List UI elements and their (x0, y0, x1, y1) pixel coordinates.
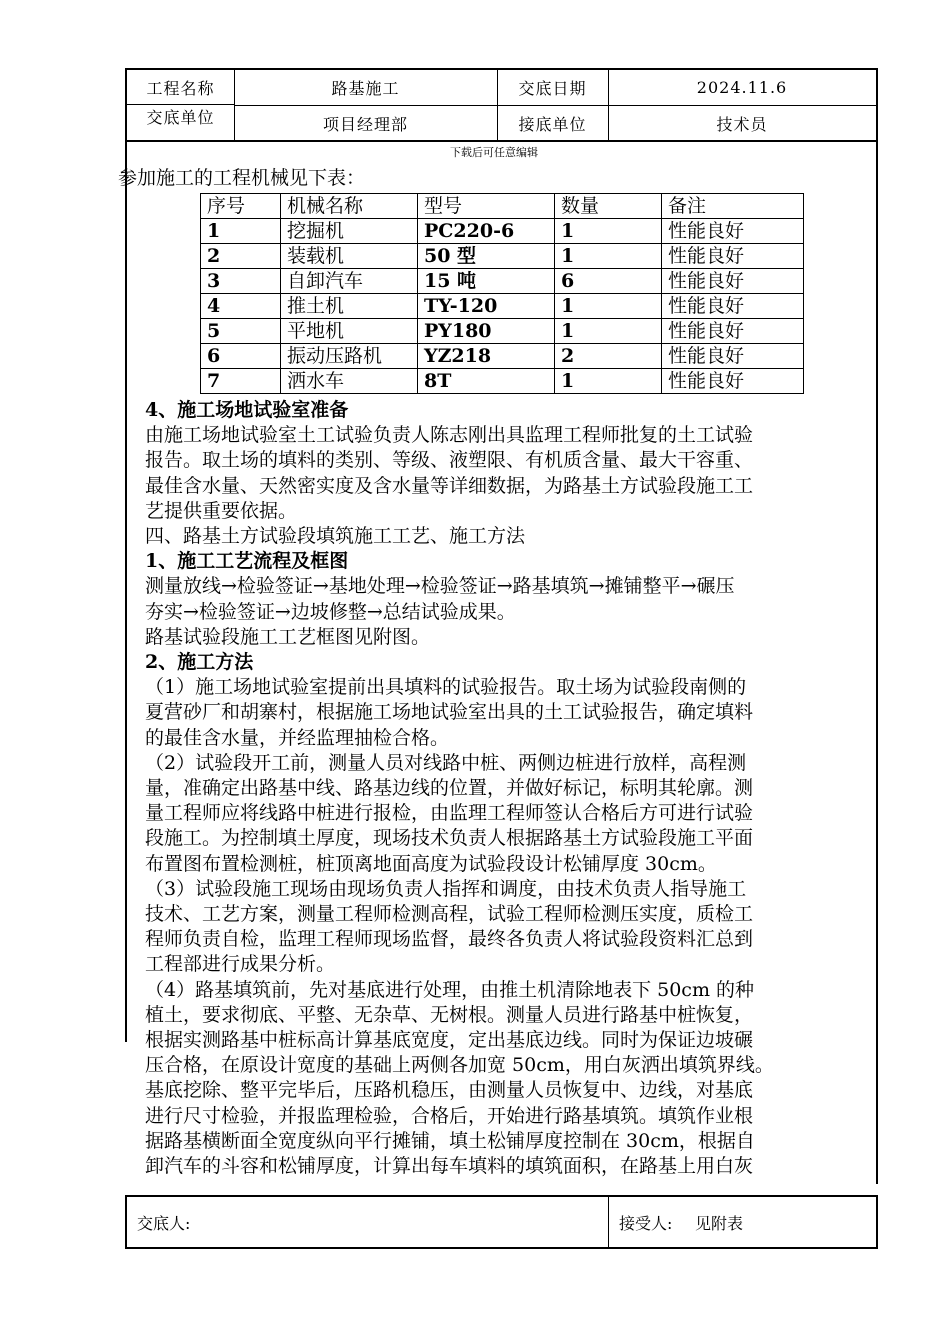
issuing-unit-label: 交底单位 (146, 107, 215, 127)
paragraph-line: 基底挖除、整平完毕后，压路机稳压，由测量人员恢复中、边线，对基底 (145, 1079, 754, 1102)
cell-remark: 性能良好 (662, 244, 804, 269)
section-heading: 1、施工工艺流程及框图 (145, 550, 349, 573)
download-note: 下载后可任意编辑 (450, 146, 538, 159)
paragraph-line: 夏营砂厂和胡寨村，根据施工场地试验室出具的土工试验报告，确定填料 (145, 701, 754, 724)
table-row (201, 344, 804, 369)
header-cell-index: 序号 (201, 194, 281, 219)
cell-model: YZ218 (418, 344, 555, 369)
header-table (125, 68, 878, 142)
cell-model: 8T (418, 369, 555, 394)
header-cell-remark: 备注 (662, 194, 804, 219)
paragraph-line: 工程部进行成果分析。 (145, 953, 336, 976)
cell-index: 2 (201, 244, 281, 269)
cell-remark: 性能良好 (662, 369, 804, 394)
paragraph-line: 段施工。为控制填土厚度，现场技术负责人根据路基土方试验段施工平面 (145, 827, 754, 850)
cell-model: PC220-6 (418, 219, 555, 244)
cell-index: 4 (201, 294, 281, 319)
paragraph-line: 艺提供重要依据。 (145, 499, 298, 522)
cell-name: 推土机 (281, 294, 418, 319)
paragraph-line: 植土，要求彻底、平整、无杂草、无树根。测量人员进行路基中桩恢复， (145, 1003, 754, 1026)
body-content (145, 398, 875, 1179)
paragraph-line: 程师负责自检，监理工程师现场监督，最终各负责人将试验段资料汇总到 (145, 928, 754, 951)
cell-index: 6 (201, 344, 281, 369)
cell-quantity: 1 (555, 219, 662, 244)
project-name-value: 路基施工 (331, 79, 400, 98)
paragraph-line: 测量放线→检验签证→基地处理→检验签证→路基填筑→摊铺整平→碾压 (145, 575, 735, 598)
paragraph-line: （3）试验段施工现场由现场负责人指挥和调度，由技术负责人指导施工 (145, 877, 747, 900)
intro-text: 参加施工的工程机械见下表： (118, 167, 366, 189)
cell-quantity: 2 (555, 344, 662, 369)
paragraph-line: 根据实测路基中桩标高计算基底宽度，定出基底边线。同时为保证边坡碾 (145, 1029, 754, 1052)
cell-name: 振动压路机 (281, 344, 418, 369)
project-name-label: 工程名称 (146, 78, 215, 98)
header-cell-model: 型号 (418, 194, 555, 219)
paragraph-line: 路基试验段施工工艺框图见附图。 (145, 625, 431, 648)
date-value: 2024.11.6 (696, 78, 788, 97)
machinery-table (200, 193, 804, 394)
header-cell-name: 机械名称 (281, 194, 418, 219)
cell-name: 挖掘机 (281, 219, 418, 244)
table-row (201, 369, 804, 394)
paragraph-line: 技术、工艺方案，测量工程师检测高程，试验工程师检测压实度，质检工 (145, 903, 754, 926)
cell-name: 装载机 (281, 244, 418, 269)
paragraph-line: 报告。取土场的填料的类别、等级、液塑限、有机质含量、最大干容重、 (145, 449, 754, 472)
issuing-unit-value: 项目经理部 (322, 114, 408, 134)
table-row (201, 269, 804, 294)
cell-model: 15 吨 (418, 269, 555, 294)
cell-quantity: 1 (555, 244, 662, 269)
signature-table (125, 1195, 878, 1249)
paragraph-line: 进行尺寸检验，并报监理检验，合格后，开始进行路基填筑。填筑作业根 (145, 1104, 754, 1127)
paragraph-line: 的最佳含水量，并经监理抽检合格。 (145, 726, 450, 749)
cell-quantity: 1 (555, 319, 662, 344)
receiver-label: 接受人: (619, 1213, 673, 1233)
cell-index: 5 (201, 319, 281, 344)
header-cell-quantity: 数量 (555, 194, 662, 219)
section-heading: 4、施工场地试验室准备 (145, 399, 349, 421)
cell-remark: 性能良好 (662, 344, 804, 369)
paragraph-line: 布置图布置检测桩，桩顶离地面高度为试验段设计松铺厚度 30cm。 (145, 852, 717, 875)
cell-model: TY-120 (418, 294, 555, 319)
cell-remark: 性能良好 (662, 219, 804, 244)
paragraph-line: 夯实→检验签证→边坡修整→总结试验成果。 (145, 600, 516, 623)
paragraph-line: 最佳含水量、天然密实度及含水量等详细数据，为路基土方试验段施工工 (145, 474, 754, 497)
cell-model: 50 型 (418, 244, 555, 269)
cell-name: 平地机 (281, 319, 418, 344)
table-row (201, 319, 804, 344)
paragraph-line: 量工程师应将线路中桩进行报检，由监理工程师签认合格后方可进行试验 (145, 802, 754, 825)
cell-quantity: 1 (555, 294, 662, 319)
machinery-table-header-row (201, 194, 804, 219)
receiving-unit-value: 技术员 (716, 114, 768, 134)
cell-name: 洒水车 (281, 369, 418, 394)
paragraph-line: （1）施工场地试验室提前出具填料的试验报告。取土场为试验段南侧的 (145, 676, 747, 699)
section-heading: 四、路基土方试验段填筑施工工艺、施工方法 (145, 525, 526, 548)
paragraph-line: （2）试验段开工前，测量人员对线路中桩、两侧边桩进行放样，高程测 (145, 751, 747, 774)
receiving-unit-label: 接底单位 (518, 114, 587, 134)
cell-quantity: 1 (555, 369, 662, 394)
right-border-rule (876, 142, 878, 1184)
date-label: 交底日期 (518, 79, 587, 98)
cell-quantity: 6 (555, 269, 662, 294)
paragraph-line: 压合格，在原设计宽度的基础上两侧各加宽 50cm，用白灰洒出填筑界线。 (145, 1054, 774, 1077)
cell-remark: 性能良好 (662, 294, 804, 319)
cell-name: 自卸汽车 (281, 269, 418, 294)
cell-index: 3 (201, 269, 281, 294)
paragraph-line: （4）路基填筑前，先对基底进行处理，由推土机清除地表下 50cm 的种 (145, 978, 755, 1001)
table-row (201, 244, 804, 269)
receiver-value: 见附表 (695, 1213, 744, 1233)
paragraph-line: 由施工场地试验室土工试验负责人陈志刚出具监理工程师批复的土工试验 (145, 424, 754, 447)
cell-index: 7 (201, 369, 281, 394)
cell-remark: 性能良好 (662, 319, 804, 344)
table-row (201, 219, 804, 244)
table-row (201, 294, 804, 319)
cell-model: PY180 (418, 319, 555, 344)
cell-remark: 性能良好 (662, 269, 804, 294)
issuer-label: 交底人: (137, 1213, 191, 1233)
paragraph-line: 卸汽车的斗容和松铺厚度，计算出每车填料的填筑面积，在路基上用白灰 (145, 1155, 754, 1178)
cell-index: 1 (201, 219, 281, 244)
section-heading: 2、施工方法 (145, 651, 254, 674)
paragraph-line: 据路基横断面全宽度纵向平行摊铺，填土松铺厚度控制在 30cm，根据自 (145, 1129, 755, 1152)
paragraph-line: 量，准确定出路基中线、路基边线的位置，并做好标记，标明其轮廓。测 (145, 777, 754, 800)
left-border-rule (125, 142, 127, 1042)
